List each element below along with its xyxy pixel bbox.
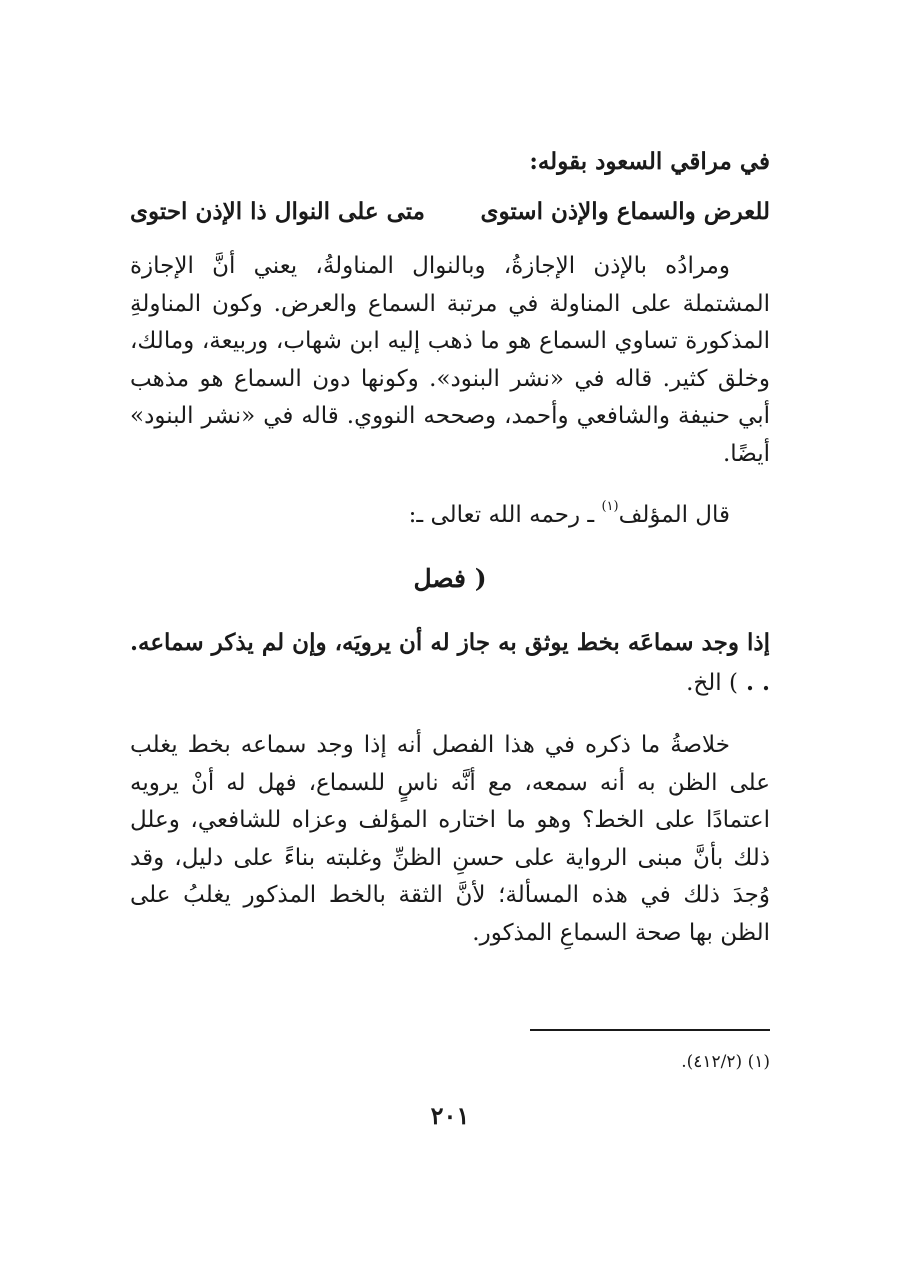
explanation-paragraph: ومرادُه بالإذن الإجازةُ، وبالنوال المناولةُ، يعني أنَّ الإجازة المشتملة على المناولة في مرتبة السماع والعرض. وكون المناولةِ المذكورة تساوي السماع هو ما ذهب إليه ابن شهاب، وربيعة، ومالك، وخلق كثير. قاله في «نشر البنود». وكونها دون السماع هو مذهب أبي حنيفة والشافعي وأحمد، وصححه النووي. قاله في «نشر البنود» أيضًا. xyxy=(130,253,770,467)
footnote: (١) (٤١٢/٢). xyxy=(681,1052,770,1072)
section-title: ( فصل xyxy=(413,564,487,593)
page-number: ٢٠١ xyxy=(430,1101,470,1130)
intro-line: في مراقي السعود بقوله: xyxy=(529,148,770,175)
matn-bold-text: إذا وجد سماعَه بخط يوثق به جاز له أن يرويَه، وإن لم يذكر سماعه. . . xyxy=(130,629,770,696)
author-line xyxy=(130,487,770,535)
footnote-divider xyxy=(530,1029,770,1031)
matn-rest-text: ) الخ. xyxy=(686,670,738,696)
verse-second-hemistich: متى على النوال ذا الإذن احتوى xyxy=(130,198,426,225)
poetry-verse xyxy=(130,190,770,234)
footnote-marker[interactable]: (١) xyxy=(601,499,619,514)
matn-text xyxy=(130,623,770,703)
verse-first-hemistich: للعرض والسماع والإذن استوى xyxy=(480,198,770,225)
page-body xyxy=(130,140,770,952)
commentary-paragraph: خلاصةُ ما ذكره في هذا الفصل أنه إذا وجد سماعه بخط يغلب على الظن به أنه سمعه، مع أنَّه ناسٍ للسماع، فهل له أنْ يرويه اعتمادًا على الخط؟ وهو ما اختاره المؤلف وعزاه للشافعي، وعلل ذلك بأنَّ مبنى الرواية على حسنِ الظنِّ وغلبته بناءً على دليل، وقد وُجدَ ذلك في هذه المسألة؛ لأنَّ الثقة بالخط المذكور يغلبُ على الظن بها صحة السماعِ المذكور. xyxy=(130,732,770,946)
author-line-prefix: قال المؤلف xyxy=(618,502,730,528)
author-line-suffix: ـ رحمه الله تعالى ـ: xyxy=(408,502,602,528)
